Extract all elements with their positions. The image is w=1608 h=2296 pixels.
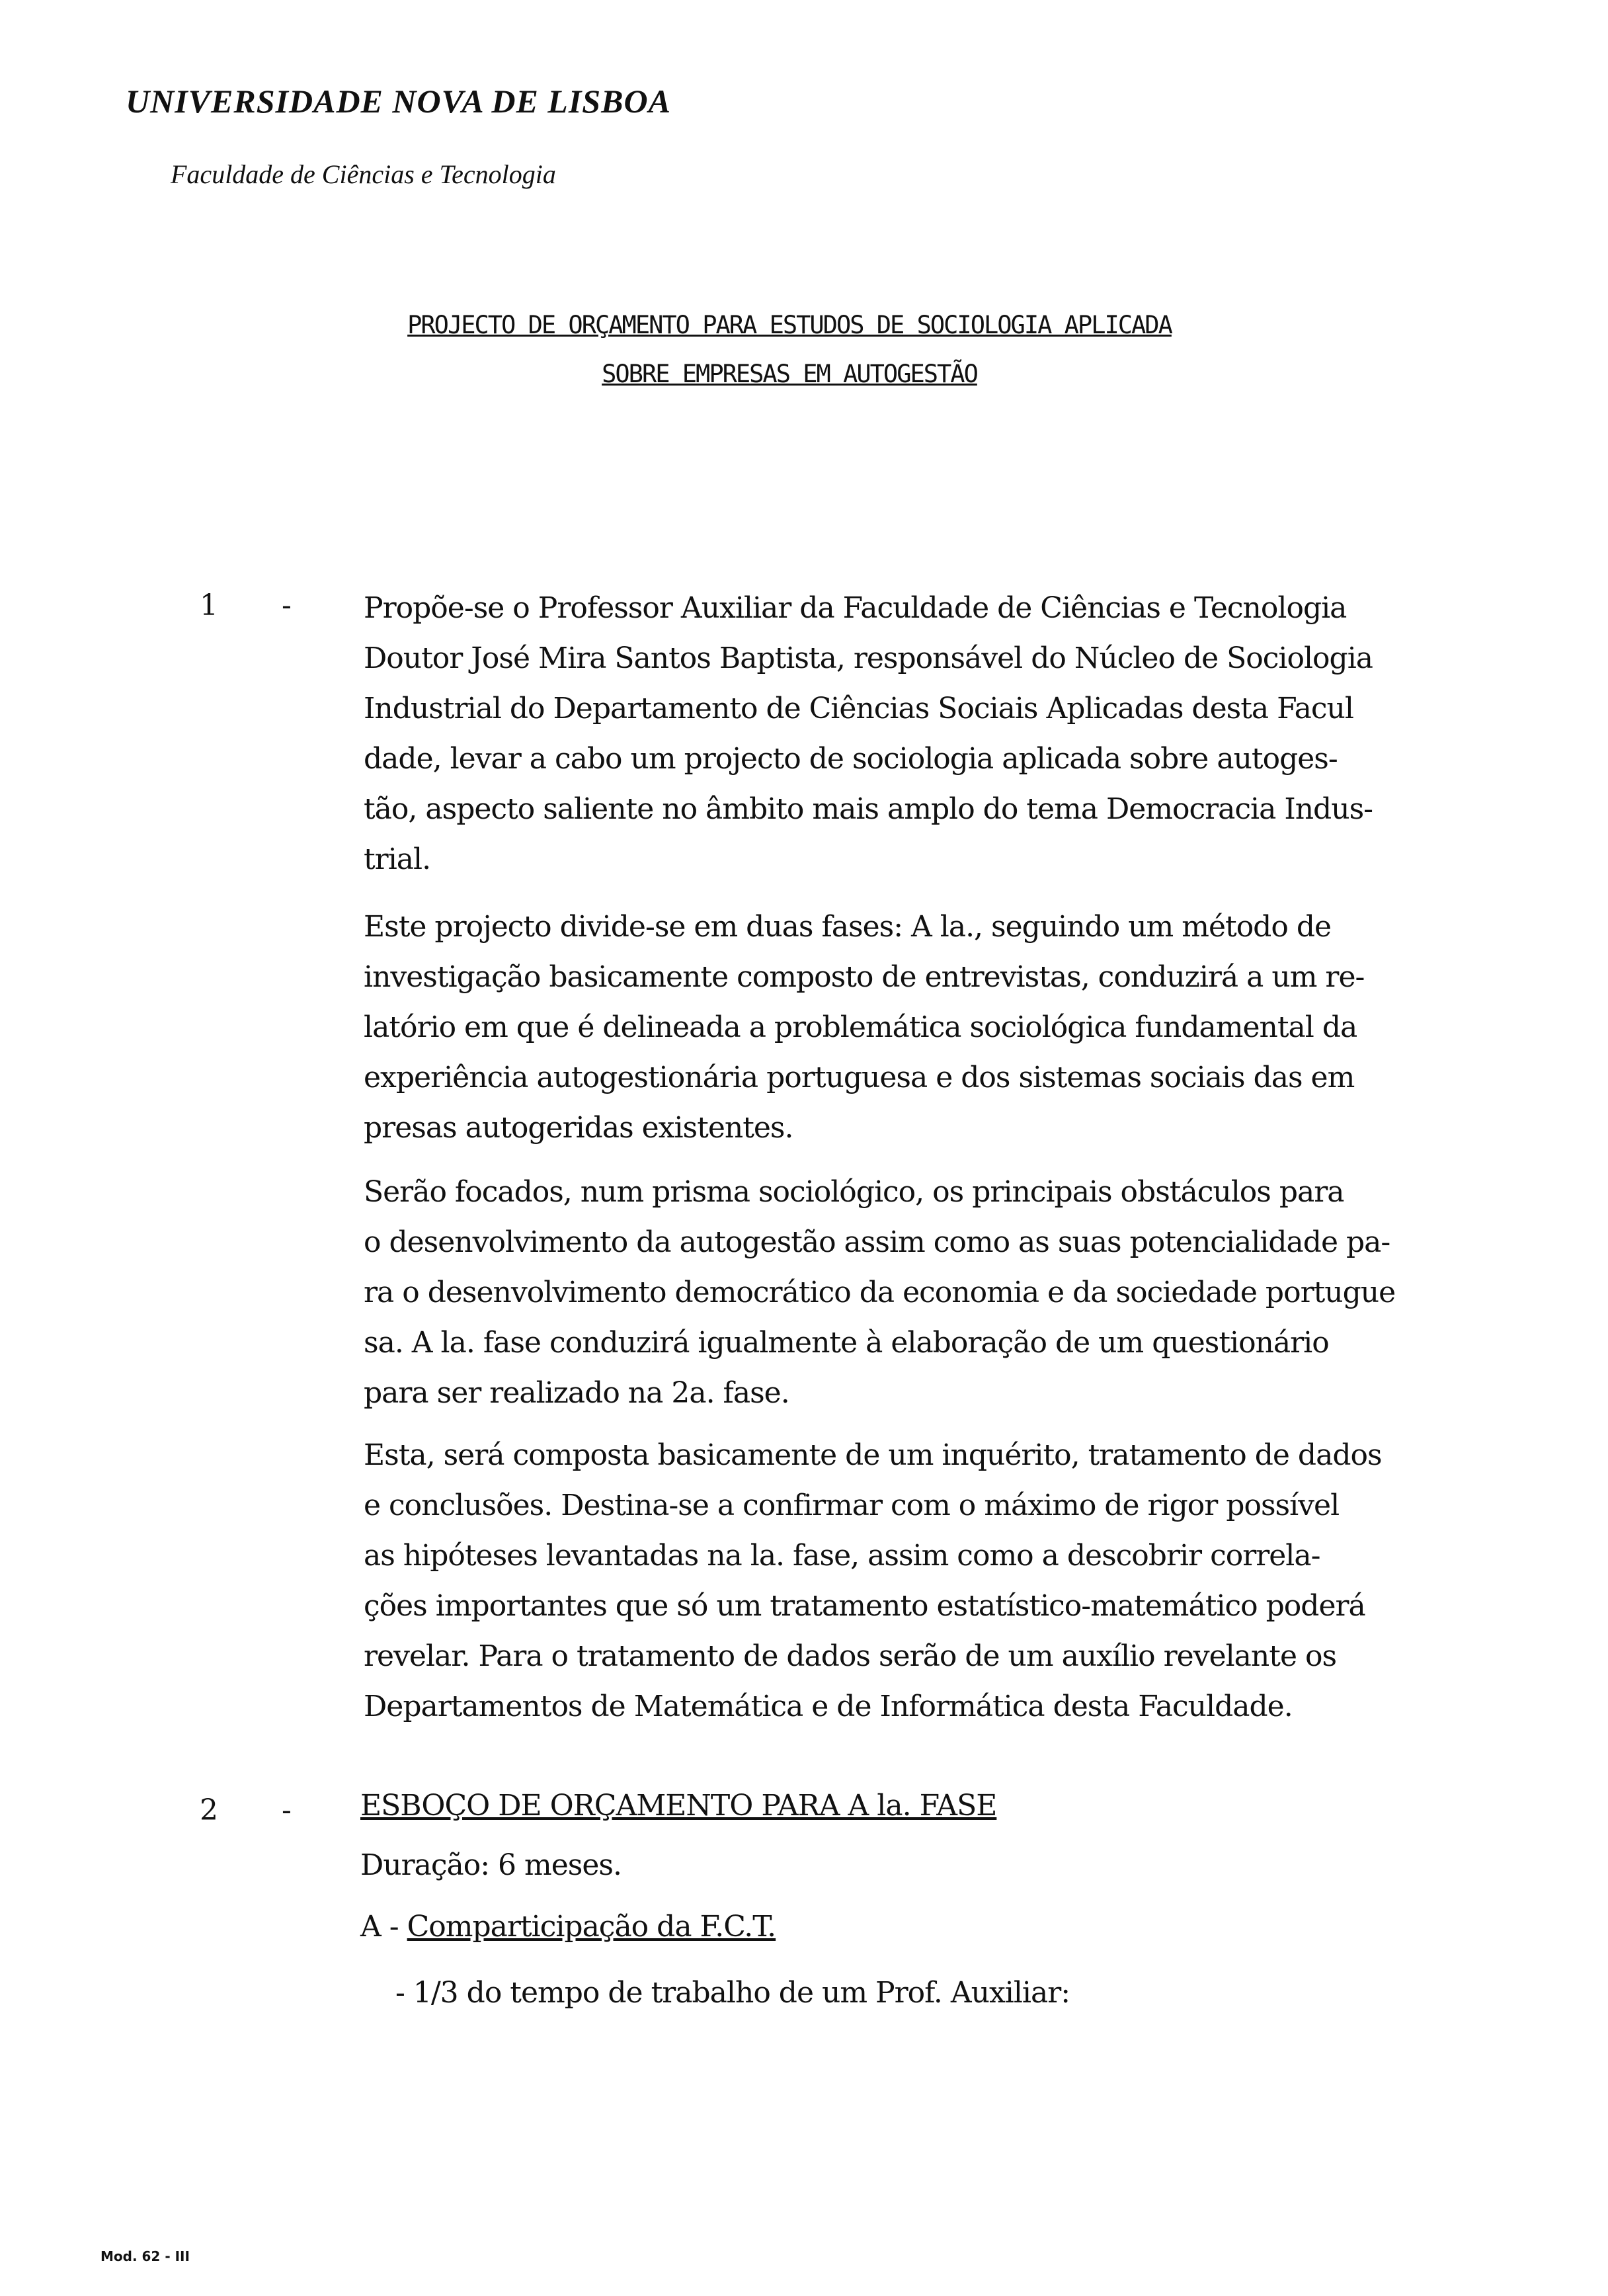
- paragraph-line: Este projecto divide-se em duas fases: A la., seguindo um método de: [364, 910, 1332, 944]
- form-code: Mod. 62 - III: [100, 2248, 190, 2264]
- paragraph-line: Esta, será composta basicamente de um inquérito, tratamento de dados: [364, 1438, 1382, 1472]
- paragraph-line: dade, levar a cabo um projecto de sociologia aplicada sobre autoges-: [364, 742, 1338, 776]
- paragraph-line: para ser realizado na 2a. fase.: [364, 1376, 789, 1410]
- faculty-name: Faculdade de Ciências e Tecnologia: [171, 159, 556, 189]
- section-1-paragraph-1: [364, 583, 1501, 885]
- paragraph-line: trial.: [364, 842, 431, 876]
- section-2-heading: ESBOÇO DE ORÇAMENTO PARA A la. FASE: [360, 1789, 997, 1823]
- paragraph-line: tão, aspecto saliente no âmbito mais amplo do tema Democracia Indus-: [364, 792, 1373, 826]
- paragraph-line: o desenvolvimento da autogestão assim como as suas potencialidade pa-: [364, 1225, 1390, 1259]
- title-line-2: SOBRE EMPRESAS EM AUTOGESTÃO: [602, 360, 977, 388]
- paragraph-line: sa. A la. fase conduzirá igualmente à elaboração de um questionário: [364, 1326, 1329, 1360]
- title-line-1: PROJECTO DE ORÇAMENTO PARA ESTUDOS DE SOCIOLOGIA APLICADA: [407, 311, 1172, 339]
- subsection-a-prefix: A -: [360, 1910, 407, 1944]
- paragraph-line: e conclusões. Destina-se a confirmar com o máximo de rigor possível: [364, 1489, 1340, 1522]
- section-1-dash: -: [282, 589, 292, 622]
- paragraph-line: revelar. Para o tratamento de dados serão de um auxílio revelante os: [364, 1639, 1337, 1673]
- paragraph-line: as hipóteses levantadas na la. fase, assim como a descobrir correla-: [364, 1539, 1320, 1573]
- section-1-number: 1: [200, 589, 218, 622]
- paragraph-line: experiência autogestionária portuguesa e dos sistemas sociais das em: [364, 1061, 1355, 1094]
- paragraph-line: Serão focados, num prisma sociológico, os principais obstáculos para: [364, 1175, 1344, 1209]
- paragraph-line: presas autogeridas existentes.: [364, 1111, 793, 1145]
- section-2-dash: -: [282, 1793, 292, 1827]
- duration-text: Duração: 6 meses.: [360, 1848, 622, 1882]
- document-title: [313, 301, 1266, 399]
- paragraph-line: Industrial do Departamento de Ciências Sociais Aplicadas desta Facul: [364, 692, 1353, 725]
- section-2-number: 2: [200, 1793, 218, 1827]
- paragraph-line: latório em que é delineada a problemática sociológica fundamental da: [364, 1010, 1357, 1044]
- paragraph-line: Doutor José Mira Santos Baptista, responsável do Núcleo de Sociologia: [364, 641, 1373, 675]
- paragraph-line: investigação basicamente composto de entrevistas, conduzirá a um re-: [364, 960, 1365, 994]
- bullet-item: - 1/3 do tempo de trabalho de um Prof. Auxiliar:: [395, 1976, 1070, 2010]
- section-1-paragraph-2: [364, 902, 1501, 1153]
- paragraph-line: ra o desenvolvimento democrático da economia e da sociedade portugue: [364, 1276, 1396, 1309]
- paragraph-line: Propõe-se o Professor Auxiliar da Faculdade de Ciências e Tecnologia: [364, 591, 1347, 625]
- university-name: UNIVERSIDADE NOVA DE LISBOA: [126, 83, 671, 120]
- subsection-a: [360, 1910, 776, 1944]
- paragraph-line: ções importantes que só um tratamento estatístico-matemático poderá: [364, 1589, 1365, 1623]
- paragraph-line: Departamentos de Matemática e de Informática desta Faculdade.: [364, 1690, 1293, 1723]
- section-1-paragraph-3: [364, 1167, 1501, 1418]
- subsection-a-label: Comparticipação da F.C.T.: [407, 1910, 776, 1944]
- section-1-paragraph-4: [364, 1430, 1501, 1732]
